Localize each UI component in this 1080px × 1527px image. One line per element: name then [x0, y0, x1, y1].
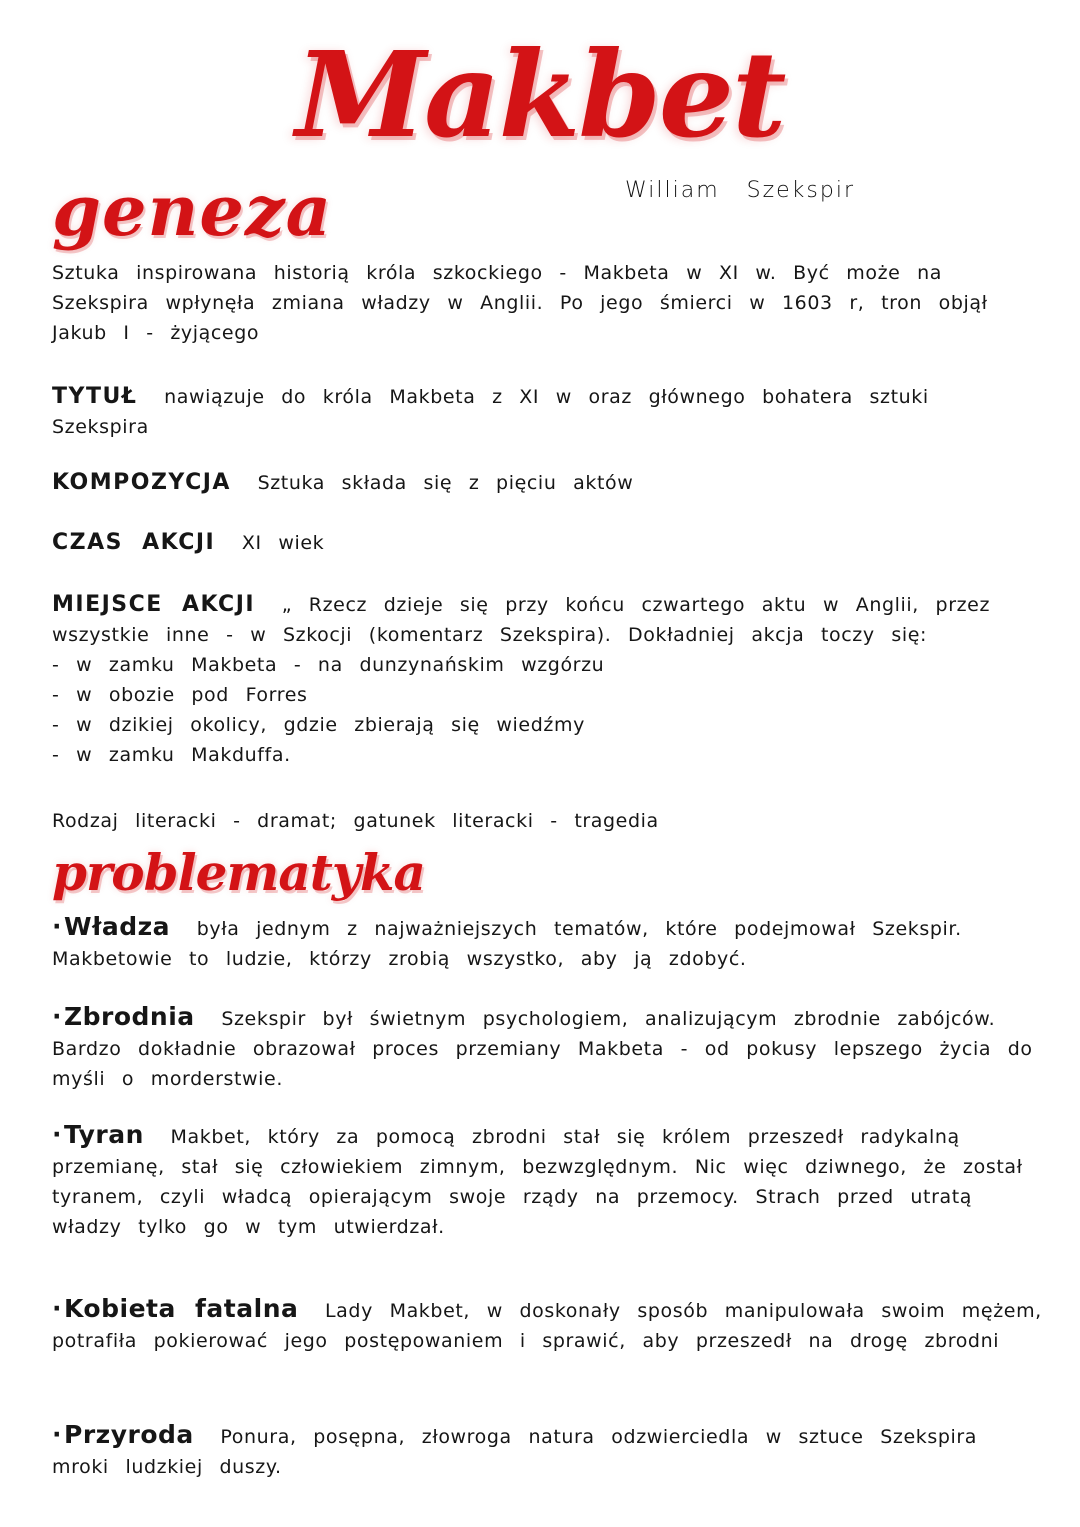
geneza-text: Sztuka inspirowana historią króla szkockiego - Makbeta w XI w. Być może na Szekspira wpłynęła zmiana władzy w Anglii. Po jego śmierci w 1603 r, tron objął Jakub I - żyjącego: [52, 262, 988, 344]
geneza-paragraph: [52, 258, 1042, 348]
tytul-text: nawiązuje do króla Makbeta z XI w oraz głównego bohatera sztuki Szekspira: [52, 386, 929, 438]
rodzaj-line: [52, 806, 1042, 836]
problem-item-kobieta-fatalna: [52, 1294, 1042, 1356]
czas-akcji-label: CZAS AKCJI: [52, 530, 216, 555]
problem-keyword: · Zbrodnia: [52, 1002, 195, 1031]
miejsce-akcji-paragraph: [52, 590, 1042, 770]
kompozycja-paragraph: [52, 468, 1042, 498]
problem-text: Makbet, który za pomocą zbrodni stał się królem przeszedł radykalną przemianę, stał się człowiekiem zimnym, bezwzględnym. Nic więc dziwnego, że został tyranem, czyli władcą opierającym swoje rządy na przemocy. Strach przed utratą władzy tylko go w tym utwierdzał.: [52, 1126, 1023, 1238]
problem-text: Szekspir był świetnym psychologiem, analizującym zbrodnie zabójców. Bardzo dokładnie obrazował proces przemiany Makbeta - od pokusy lepszego życia do myśli o morderstwie.: [52, 1008, 1033, 1090]
problem-item-przyroda: [52, 1420, 1042, 1482]
list-item: - w obozie pod Forres: [52, 680, 1042, 710]
list-item: - w zamku Makduffa.: [52, 740, 1042, 770]
miejsce-akcji-label: MIEJSCE AKCJI: [52, 592, 256, 617]
czas-akcji-text: XI wiek: [241, 532, 325, 554]
kompozycja-text: Sztuka składa się z pięciu aktów: [257, 472, 634, 494]
tytul-paragraph: [52, 382, 1042, 442]
czas-akcji-paragraph: [52, 528, 1042, 558]
problematyka-heading: problematyka: [52, 843, 425, 902]
problem-keyword: · Przyroda: [52, 1420, 194, 1449]
list-item: - w zamku Makbeta - na dunzynańskim wzgórzu: [52, 650, 1042, 680]
problem-keyword: · Władza: [52, 912, 170, 941]
tytul-label: TYTUŁ: [52, 384, 138, 409]
problem-keyword: · Tyran: [52, 1120, 144, 1149]
problem-item-tyran: [52, 1120, 1042, 1242]
problem-keyword: · Kobieta fatalna: [52, 1294, 298, 1323]
miejsce-akcji-text: „ Rzecz dzieje się przy końcu czwartego aktu w Anglii, przez wszystkie inne - w Szkocji (komentarz Szekspira). Dokładniej akcja toczy się:: [52, 594, 991, 646]
author-name: William Szekspir: [625, 178, 855, 203]
list-item: - w dzikiej okolicy, gdzie zbierają się wiedźmy: [52, 710, 1042, 740]
rodzaj-text: Rodzaj literacki - dramat; gatunek literacki - tragedia: [52, 810, 659, 832]
problem-text: była jednym z najważniejszych tematów, które podejmował Szekspir. Makbetowie to ludzie, którzy zrobią wszystko, aby ją zdobyć.: [52, 918, 962, 970]
problem-item-wladza: [52, 912, 1042, 974]
page-title: Makbet: [295, 25, 785, 164]
problem-item-zbrodnia: [52, 1002, 1042, 1094]
places-list: [52, 650, 1042, 770]
kompozycja-label: KOMPOZYCJA: [52, 470, 231, 495]
problem-text: Lady Makbet, w doskonały sposób manipulowała swoim mężem, potrafiła pokierować jego postępowaniem i sprawić, aby przeszedł na drogę zbrodni: [52, 1300, 1042, 1352]
problem-text: Ponura, posępna, złowroga natura odzwierciedla w sztuce Szekspira mroki ludzkiej duszy.: [52, 1426, 978, 1478]
geneza-heading: geneza: [52, 169, 333, 252]
